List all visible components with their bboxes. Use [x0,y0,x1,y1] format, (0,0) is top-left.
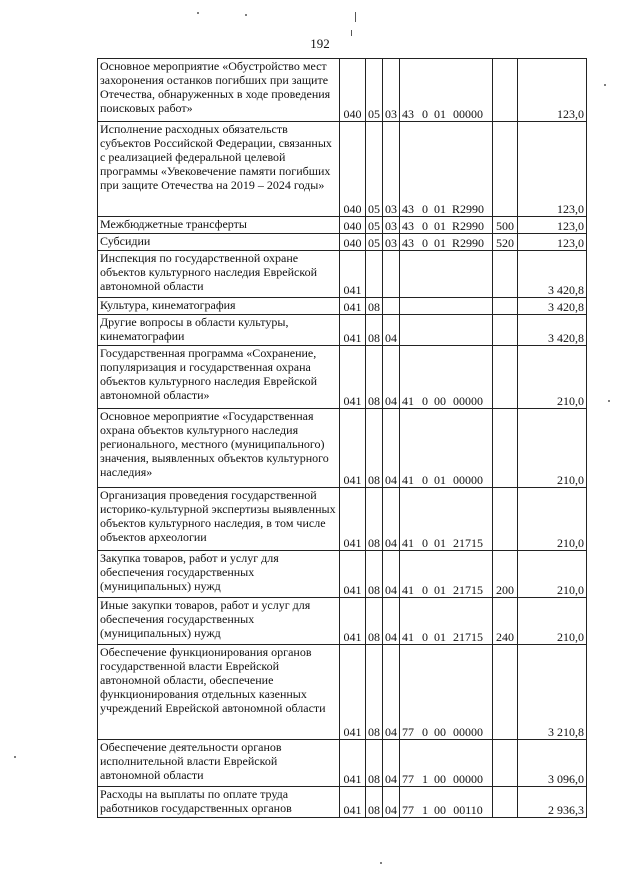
ministry-code: 041 [340,251,366,298]
expense-type-code [493,409,518,488]
expense-type-code [493,645,518,740]
table-row [98,234,587,251]
target-article-code [400,315,493,346]
target-article-code [400,59,493,122]
section-code: 05 [366,234,383,251]
subsection-code: 04 [383,598,400,645]
section-code: 05 [366,59,383,122]
row-name: Основное мероприятие «Государственная охрана объектов культурного наследия регионального, местного (муниципального) значения, выявленных объектов культурного наследия» [98,409,340,488]
expense-type-code [493,122,518,217]
target-code-part: 01 [434,583,446,597]
target-code-part: 00 [434,725,446,739]
subsection-code: 04 [383,551,400,598]
target-code-part: 00 [434,772,446,786]
amount-value: 3 420,8 [518,298,587,315]
ministry-code: 041 [340,346,366,409]
target-article-code [400,122,493,217]
amount-value: 123,0 [518,59,587,122]
ministry-code: 041 [340,551,366,598]
target-code-part: 00110 [453,803,483,817]
target-code-part: 0 [422,107,428,121]
target-code-part: 00000 [453,107,483,121]
row-name: Основное мероприятие «Обустройство мест захоронения останков погибших при защите Отечества, обнаруженных в ходе проведения поисковых работ» [98,59,340,122]
ministry-code: 040 [340,217,366,234]
amount-value: 123,0 [518,217,587,234]
target-code-part: 0 [422,394,428,408]
target-article-code [400,217,493,234]
target-code-part: 41 [402,394,414,408]
target-code-part: 0 [422,202,428,216]
ministry-code: 041 [340,298,366,315]
amount-value: 210,0 [518,551,587,598]
expense-type-code: 520 [493,234,518,251]
amount-value: 3 096,0 [518,740,587,787]
subsection-code: 04 [383,787,400,818]
target-code-part: 1 [422,772,428,786]
target-code-part: 43 [402,219,414,233]
expense-type-code [493,488,518,551]
target-code-part: 00000 [453,473,483,487]
target-code-part: 01 [434,107,446,121]
row-name: Расходы на выплаты по оплате труда работников государственных органов [98,787,340,818]
ministry-code: 041 [340,787,366,818]
amount-value: 123,0 [518,234,587,251]
target-code-part: 77 [402,772,414,786]
amount-value: 210,0 [518,409,587,488]
scan-speck [197,12,199,14]
target-article-code [400,598,493,645]
target-code-part: 43 [402,236,414,250]
section-code: 05 [366,122,383,217]
section-code [366,251,383,298]
row-name: Инспекция по государственной охране объектов культурного наследия Еврейской автономной области [98,251,340,298]
table-row [98,488,587,551]
target-article-code [400,409,493,488]
subsection-code: 04 [383,409,400,488]
amount-value: 3 210,8 [518,645,587,740]
amount-value: 210,0 [518,346,587,409]
ministry-code: 041 [340,409,366,488]
target-code-part: 43 [402,107,414,121]
target-article-code [400,551,493,598]
target-code-part: 41 [402,583,414,597]
ministry-code: 040 [340,122,366,217]
expense-type-code [493,59,518,122]
target-code-part: 77 [402,725,414,739]
target-code-part: R2990 [451,202,484,216]
target-code-part: 00000 [453,772,483,786]
target-code-part: 0 [422,536,428,550]
amount-value: 123,0 [518,122,587,217]
target-code-part: 0 [422,630,428,644]
section-code: 08 [366,346,383,409]
table-row [98,217,587,234]
table-row [98,315,587,346]
row-name: Обеспечение функционирования органов государственной власти Еврейской автономной области, обеспечение функционирования отдельных казенных учреждений Еврейской автономной области [98,645,340,740]
target-article-code [400,645,493,740]
target-code-part: 00 [434,394,446,408]
target-code-part: 00 [434,803,446,817]
table-row [98,122,587,217]
target-code-part: R2990 [451,236,484,250]
subsection-code: 03 [383,59,400,122]
ministry-code: 041 [340,488,366,551]
ministry-code: 040 [340,234,366,251]
target-code-part: 0 [422,725,428,739]
section-code: 08 [366,409,383,488]
expense-type-code: 500 [493,217,518,234]
ministry-code: 041 [340,315,366,346]
subsection-code [383,251,400,298]
subsection-code: 04 [383,315,400,346]
target-article-code [400,298,493,315]
row-name: Культура, кинематография [98,298,340,315]
table-row [98,740,587,787]
expense-type-code: 200 [493,551,518,598]
table-row [98,551,587,598]
row-name: Межбюджетные трансферты [98,217,340,234]
section-code: 08 [366,598,383,645]
target-code-part: R2990 [451,219,484,233]
row-name: Организация проведения государственной историко-культурной экспертизы выявленных объектов культурного наследия, в том числе объектов археологии [98,488,340,551]
amount-value: 2 936,3 [518,787,587,818]
expense-type-code [493,251,518,298]
target-article-code [400,740,493,787]
target-code-part: 1 [422,803,428,817]
target-code-part: 43 [402,202,414,216]
scan-speck [351,30,352,36]
expense-type-code: 240 [493,598,518,645]
target-code-part: 0 [422,236,428,250]
section-code: 08 [366,787,383,818]
target-code-part: 41 [402,630,414,644]
row-name: Закупка товаров, работ и услуг для обеспечения государственных (муниципальных) нужд [98,551,340,598]
table-row [98,298,587,315]
subsection-code: 03 [383,217,400,234]
target-code-part: 41 [402,536,414,550]
table-row [98,251,587,298]
scan-speck [355,12,356,22]
target-code-part: 21715 [453,630,483,644]
table-row [98,598,587,645]
subsection-code: 04 [383,488,400,551]
section-code: 05 [366,217,383,234]
ministry-code: 041 [340,645,366,740]
section-code: 08 [366,488,383,551]
scan-speck [608,400,610,402]
row-name: Иные закупки товаров, работ и услуг для обеспечения государственных (муниципальных) нужд [98,598,340,645]
ministry-code: 041 [340,740,366,787]
ministry-code: 041 [340,598,366,645]
section-code: 08 [366,740,383,787]
target-code-part: 0 [422,219,428,233]
section-code: 08 [366,551,383,598]
scan-speck [245,14,247,16]
target-code-part: 01 [434,473,446,487]
target-code-part: 01 [434,236,446,250]
subsection-code: 04 [383,645,400,740]
amount-value: 210,0 [518,598,587,645]
page-number: 192 [310,36,330,51]
target-code-part: 21715 [453,583,483,597]
target-code-part: 01 [434,219,446,233]
expense-type-code [493,315,518,346]
subsection-code: 03 [383,122,400,217]
table-row [98,59,587,122]
target-article-code [400,346,493,409]
row-name: Государственная программа «Сохранение, популяризация и государственная охрана объектов культурного наследия Еврейской автономной области» [98,346,340,409]
subsection-code: 03 [383,234,400,251]
expense-type-code [493,346,518,409]
row-name: Субсидии [98,234,340,251]
target-code-part: 01 [434,630,446,644]
target-article-code [400,251,493,298]
target-code-part: 21715 [453,536,483,550]
target-code-part: 77 [402,803,414,817]
row-name: Обеспечение деятельности органов исполнительной власти Еврейской автономной области [98,740,340,787]
row-name: Другие вопросы в области культуры, кинематографии [98,315,340,346]
expense-type-code [493,740,518,787]
scan-speck [14,756,16,758]
table-row [98,409,587,488]
target-code-part: 01 [434,536,446,550]
section-code: 08 [366,315,383,346]
target-code-part: 00000 [453,394,483,408]
row-name: Исполнение расходных обязательств субъектов Российской Федерации, связанных с реализацией федеральной целевой программы «Увековечение памяти погибших при защите Отечества на 2019 – 2024 годы» [98,122,340,217]
target-code-part: 0 [422,473,428,487]
ministry-code: 040 [340,59,366,122]
target-article-code [400,787,493,818]
section-code: 08 [366,645,383,740]
expense-type-code [493,787,518,818]
scan-speck [380,862,382,864]
expense-type-code [493,298,518,315]
scan-speck [604,84,606,86]
section-code: 08 [366,298,383,315]
subsection-code [383,298,400,315]
subsection-code: 04 [383,740,400,787]
target-code-part: 00000 [453,725,483,739]
amount-value: 3 420,8 [518,315,587,346]
target-article-code [400,488,493,551]
subsection-code: 04 [383,346,400,409]
target-code-part: 41 [402,473,414,487]
budget-table [97,58,587,818]
amount-value: 3 420,8 [518,251,587,298]
amount-value: 210,0 [518,488,587,551]
table-row [98,787,587,818]
table-row [98,346,587,409]
table-row [98,645,587,740]
target-code-part: 0 [422,583,428,597]
target-article-code [400,234,493,251]
target-code-part: 01 [434,202,446,216]
